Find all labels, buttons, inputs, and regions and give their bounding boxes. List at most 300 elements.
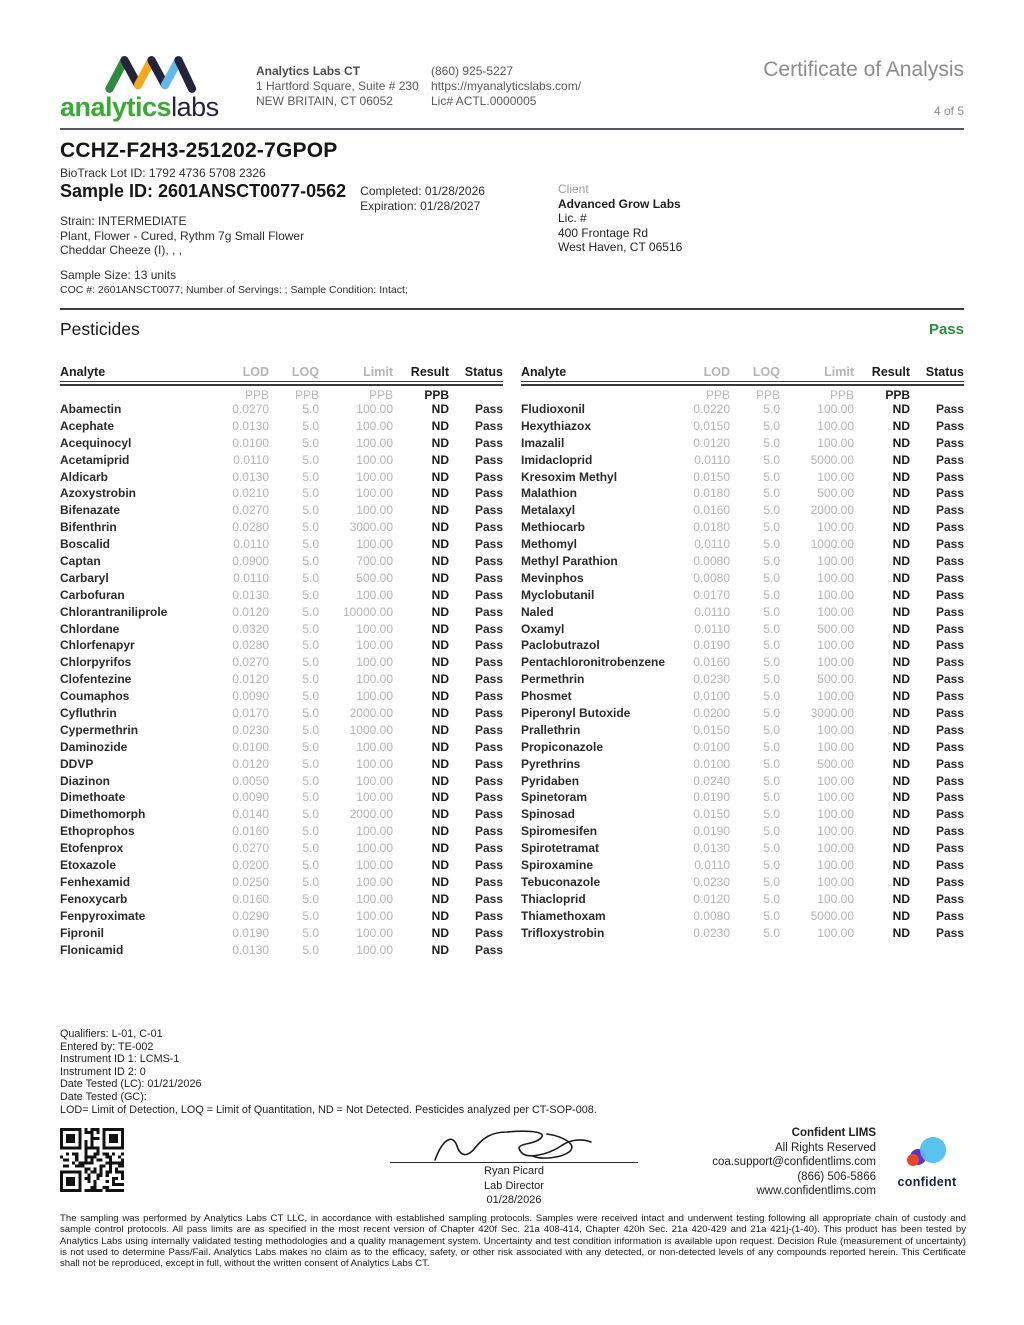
limit-value: 100.00: [356, 418, 393, 433]
lab-license: Lic# ACTL.0000005: [431, 94, 537, 108]
loq-value: 5.0: [302, 469, 319, 484]
status-value: Pass: [474, 570, 503, 585]
loq-value: 5.0: [763, 824, 780, 839]
lod-value: 0.0050: [232, 773, 269, 788]
status-value: Pass: [474, 773, 503, 788]
confident-wordmark: confident: [897, 1175, 957, 1190]
result-value: ND: [431, 554, 449, 569]
analyte-name: Chlordane: [60, 621, 120, 636]
document-title: Certificate of Analysis: [763, 58, 964, 81]
lod-value: 0.0120: [232, 756, 269, 771]
analyte-name: Spiromesifen: [521, 824, 598, 839]
status-value: Pass: [935, 537, 964, 552]
lod-value: 0.0110: [694, 621, 730, 636]
loq-value: 5.0: [302, 402, 319, 416]
lod-value: 0.0160: [232, 891, 269, 906]
status-value: Pass: [474, 790, 503, 805]
status-value: Pass: [474, 402, 503, 416]
client-address-line2: West Haven, CT 06516: [558, 240, 683, 254]
result-value: ND: [431, 537, 449, 552]
table-header-row: [521, 365, 964, 382]
analyte-name: Pyridaben: [521, 773, 580, 788]
table-row: [60, 655, 503, 672]
loq-value: 5.0: [763, 689, 780, 704]
pesticides-section-header: [60, 310, 964, 340]
analyte-name: Aldicarb: [60, 469, 109, 484]
table-row: [60, 757, 503, 774]
status-value: Pass: [474, 638, 503, 653]
loq-value: 5.0: [763, 655, 780, 670]
analyte-name: Abamectin: [60, 402, 122, 416]
analytics-labs-zigzag-icon: [102, 52, 198, 94]
analyte-name: Methyl Parathion: [521, 554, 618, 569]
lod-value: 0.0200: [232, 858, 269, 873]
limit-value: 100.00: [817, 689, 854, 704]
client-block: [558, 182, 682, 255]
sample-id: Sample ID: 2601ANSCT0077-0562: [60, 181, 347, 201]
section-status-badge: Pass: [928, 321, 964, 338]
col-loq: LOQ: [752, 365, 780, 379]
lod-value: 0.0280: [232, 638, 269, 653]
status-value: Pass: [474, 621, 503, 636]
analyte-name: Carbofuran: [60, 587, 125, 602]
batch-title: CCHZ-F2H3-251202-7GPOP: [60, 139, 338, 162]
status-value: Pass: [935, 452, 964, 467]
lab-address-block: [256, 52, 431, 109]
lod-value: 0.0120: [232, 672, 269, 687]
status-value: Pass: [935, 587, 964, 602]
result-value: ND: [892, 402, 910, 416]
result-value: ND: [892, 520, 910, 535]
loq-value: 5.0: [763, 706, 780, 721]
table-row: [60, 486, 503, 503]
lod-value: 0.0180: [693, 520, 730, 535]
lod-value: 0.0100: [693, 739, 730, 754]
lab-website: https://myanalyticslabs.com/: [431, 79, 582, 93]
lod-value: 0.0150: [693, 722, 730, 737]
result-value: ND: [892, 722, 910, 737]
analyte-name: Acequinocyl: [60, 435, 132, 450]
analyte-name: Paclobutrazol: [521, 638, 600, 653]
loq-value: 5.0: [302, 554, 319, 569]
lod-value: 0.0190: [693, 790, 730, 805]
doc-title-block: [763, 52, 964, 118]
analyte-name: Daminozide: [60, 739, 128, 754]
date-tested-lc-line: Date Tested (LC): 01/21/2026: [60, 1078, 202, 1091]
loq-value: 5.0: [302, 621, 319, 636]
status-value: Pass: [935, 722, 964, 737]
limit-value: 100.00: [356, 469, 393, 484]
limit-value: 100.00: [356, 486, 393, 501]
sample-dates: [360, 181, 485, 214]
signature-block: [390, 1126, 638, 1207]
unit-result: PPB: [424, 388, 449, 402]
loq-value: 5.0: [302, 942, 319, 957]
unit-loq: PPB: [755, 388, 780, 402]
col-analyte: Analyte: [60, 365, 106, 379]
loq-value: 5.0: [302, 672, 319, 687]
table-row: [521, 892, 964, 909]
loq-value: 5.0: [302, 891, 319, 906]
lod-value: 0.0250: [232, 874, 269, 889]
result-value: ND: [892, 739, 910, 754]
col-lod: LOD: [703, 365, 730, 379]
product-name: Cheddar Cheeze (I), , ,: [60, 243, 183, 257]
analyte-name: Imidacloprid: [521, 452, 593, 467]
status-value: Pass: [474, 469, 503, 484]
lod-value: 0.0900: [232, 554, 269, 569]
lod-value: 0.0230: [232, 722, 269, 737]
result-value: ND: [431, 655, 449, 670]
analyte-name: Dimethomorph: [60, 807, 146, 822]
loq-value: 5.0: [763, 773, 780, 788]
limit-value: 100.00: [356, 858, 393, 873]
table-row: [521, 554, 964, 571]
result-value: ND: [431, 435, 449, 450]
status-value: Pass: [474, 756, 503, 771]
limit-value: 3000.00: [349, 520, 393, 535]
limit-value: 500.00: [817, 756, 854, 771]
status-value: Pass: [474, 891, 503, 906]
analyte-name: Prallethrin: [521, 722, 581, 737]
status-value: Pass: [474, 874, 503, 889]
lod-value: 0.0130: [693, 841, 730, 856]
status-value: Pass: [935, 520, 964, 535]
analyte-name: Fipronil: [60, 925, 104, 940]
lod-value: 0.0190: [693, 824, 730, 839]
loq-value: 5.0: [763, 739, 780, 754]
status-value: Pass: [474, 739, 503, 754]
limit-value: 700.00: [356, 554, 393, 569]
table-row: [60, 723, 503, 740]
loq-value: 5.0: [302, 841, 319, 856]
signer-name: Ryan Picard: [484, 1165, 544, 1177]
loq-value: 5.0: [763, 520, 780, 535]
limit-value: 100.00: [817, 655, 854, 670]
analyte-name: Flonicamid: [60, 942, 124, 957]
lod-value: 0.0130: [232, 942, 269, 957]
status-value: Pass: [935, 824, 964, 839]
table-row: [60, 672, 503, 689]
loq-value: 5.0: [763, 537, 780, 552]
limit-value: 100.00: [817, 570, 854, 585]
result-value: ND: [431, 621, 449, 636]
status-value: Pass: [935, 925, 964, 940]
col-analyte: Analyte: [521, 365, 567, 379]
loq-value: 5.0: [302, 739, 319, 754]
table-row: [60, 841, 503, 858]
analyte-name: Methomyl: [521, 537, 578, 552]
lod-value: 0.0210: [232, 486, 269, 501]
table-row: [521, 503, 964, 520]
status-value: Pass: [935, 756, 964, 771]
table-row: [60, 503, 503, 520]
limit-value: 10000.00: [342, 604, 393, 619]
results-table-right: [521, 365, 964, 959]
lod-value: 0.0280: [232, 520, 269, 535]
result-value: ND: [431, 807, 449, 822]
analyte-name: Cyfluthrin: [60, 706, 117, 721]
units-row: [521, 388, 964, 402]
loq-value: 5.0: [302, 537, 319, 552]
result-value: ND: [431, 570, 449, 585]
lod-value: 0.0170: [693, 587, 730, 602]
limit-value: 2000.00: [349, 807, 393, 822]
analyte-name: Bifenthrin: [60, 520, 117, 535]
result-value: ND: [892, 469, 910, 484]
loq-value: 5.0: [302, 503, 319, 518]
signature-line: [390, 1162, 638, 1163]
analyte-name: Acetamiprid: [60, 452, 130, 467]
limit-value: 100.00: [817, 891, 854, 906]
limit-value: 1000.00: [349, 722, 393, 737]
date-tested-gc-line: Date Tested (GC):: [60, 1090, 147, 1103]
status-value: Pass: [935, 503, 964, 518]
table-row: [521, 655, 964, 672]
loq-value: 5.0: [763, 908, 780, 923]
table-row: [521, 689, 964, 706]
loq-value: 5.0: [763, 722, 780, 737]
lod-value: 0.0120: [693, 891, 730, 906]
status-value: Pass: [474, 908, 503, 923]
analyte-name: Etofenprox: [60, 841, 124, 856]
status-value: Pass: [935, 604, 964, 619]
loq-value: 5.0: [763, 486, 780, 501]
limit-value: 100.00: [356, 435, 393, 450]
result-value: ND: [431, 739, 449, 754]
limit-value: 5000.00: [810, 452, 854, 467]
lab-address-line1: 1 Hartford Square, Suite # 230: [256, 79, 419, 93]
lod-value: 0.0150: [693, 469, 730, 484]
analyte-name: Fenhexamid: [60, 874, 131, 889]
result-value: ND: [431, 418, 449, 433]
analyte-name: Naled: [521, 604, 554, 619]
lod-value: 0.0180: [693, 486, 730, 501]
limit-value: 100.00: [356, 503, 393, 518]
loq-value: 5.0: [763, 418, 780, 433]
limit-value: 100.00: [356, 452, 393, 467]
table-row: [60, 588, 503, 605]
status-value: Pass: [935, 486, 964, 501]
loq-value: 5.0: [302, 706, 319, 721]
table-row: [521, 622, 964, 639]
analyte-name: DDVP: [60, 756, 94, 771]
lab-contact-block: [431, 52, 621, 109]
limit-value: 100.00: [817, 841, 854, 856]
lod-value: 0.0230: [693, 925, 730, 940]
limit-value: 100.00: [817, 554, 854, 569]
status-value: Pass: [935, 858, 964, 873]
loq-value: 5.0: [302, 435, 319, 450]
limit-value: 100.00: [817, 722, 854, 737]
qualifiers-block: [60, 1028, 964, 1116]
table-row: [60, 605, 503, 622]
table-row: [60, 537, 503, 554]
lims-phone: (866) 506-5866: [797, 1170, 876, 1183]
lab-logo: [60, 52, 240, 120]
table-row: [521, 790, 964, 807]
lab-name: Analytics Labs CT: [256, 64, 361, 78]
table-row: [60, 875, 503, 892]
loq-value: 5.0: [302, 638, 319, 653]
loq-value: 5.0: [763, 891, 780, 906]
wordmark-labs: labs: [171, 92, 219, 122]
loq-value: 5.0: [763, 503, 780, 518]
lod-value: 0.0130: [232, 587, 269, 602]
table-row: [521, 402, 964, 419]
loq-value: 5.0: [763, 790, 780, 805]
table-row: [60, 892, 503, 909]
analyte-name: Pyrethrins: [521, 756, 581, 771]
lims-text-block: [712, 1126, 876, 1199]
limit-value: 5000.00: [810, 908, 854, 923]
limit-value: 100.00: [356, 621, 393, 636]
units-row: [60, 388, 503, 402]
limit-value: 3000.00: [810, 706, 854, 721]
lims-zone: [712, 1126, 964, 1199]
result-value: ND: [892, 554, 910, 569]
table-row: [60, 470, 503, 487]
table-row: [521, 605, 964, 622]
result-value: ND: [892, 435, 910, 450]
analyte-name: Chlorfenapyr: [60, 638, 135, 653]
limit-value: 100.00: [356, 587, 393, 602]
loq-value: 5.0: [302, 722, 319, 737]
analyte-name: Oxamyl: [521, 621, 565, 636]
lab-address-line2: NEW BRITAIN, CT 06052: [256, 94, 393, 108]
loq-value: 5.0: [302, 570, 319, 585]
qualifiers-line: Qualifiers: L-01, C-01: [60, 1028, 163, 1040]
unit-result: PPB: [885, 388, 910, 402]
col-limit: Limit: [363, 365, 393, 379]
analyte-name: Trifloxystrobin: [521, 925, 605, 940]
analyte-name: Propiconazole: [521, 739, 604, 754]
lod-value: 0.0130: [232, 418, 269, 433]
status-value: Pass: [474, 503, 503, 518]
status-value: Pass: [474, 537, 503, 552]
result-value: ND: [431, 638, 449, 653]
limit-value: 100.00: [817, 418, 854, 433]
analyte-name: Chlorantraniliprole: [60, 604, 168, 619]
result-value: ND: [892, 807, 910, 822]
table-row: [60, 554, 503, 571]
table-row: [521, 588, 964, 605]
table-row: [521, 571, 964, 588]
result-value: ND: [431, 722, 449, 737]
limit-value: 100.00: [817, 638, 854, 653]
result-value: ND: [431, 824, 449, 839]
table-row: [521, 858, 964, 875]
analyte-name: Thiacloprid: [521, 891, 586, 906]
header-rule: [60, 384, 503, 386]
loq-value: 5.0: [302, 925, 319, 940]
result-value: ND: [431, 891, 449, 906]
analyte-name: Spiroxamine: [521, 858, 594, 873]
status-value: Pass: [474, 452, 503, 467]
analyte-name: Malathion: [521, 486, 577, 501]
lod-value: 0.0190: [693, 638, 730, 653]
analyte-name: Piperonyl Butoxide: [521, 706, 631, 721]
results-table-left: [60, 365, 503, 959]
loq-value: 5.0: [763, 874, 780, 889]
analyte-name: Spinosad: [521, 807, 576, 822]
analyte-name: Fenpyroximate: [60, 908, 146, 923]
signer-title: Lab Director: [484, 1179, 544, 1192]
lod-value: 0.0080: [693, 570, 730, 585]
limit-value: 100.00: [817, 587, 854, 602]
status-value: Pass: [935, 841, 964, 856]
loq-value: 5.0: [763, 402, 780, 416]
limit-value: 100.00: [817, 790, 854, 805]
matrix: Plant, Flower - Cured, Rythm 7g Small Flower: [60, 228, 305, 243]
status-value: Pass: [935, 554, 964, 569]
status-value: Pass: [474, 672, 503, 687]
table-row: [521, 706, 964, 723]
status-value: Pass: [474, 706, 503, 721]
status-value: Pass: [474, 807, 503, 822]
result-value: ND: [892, 841, 910, 856]
limit-value: 100.00: [356, 925, 393, 940]
analyte-name: Hexythiazox: [521, 418, 592, 433]
status-value: Pass: [474, 604, 503, 619]
status-value: Pass: [474, 418, 503, 433]
result-value: ND: [892, 689, 910, 704]
analyte-name: Metalaxyl: [521, 503, 576, 518]
limit-value: 100.00: [356, 942, 393, 957]
loq-value: 5.0: [302, 773, 319, 788]
lod-value: 0.0160: [693, 655, 730, 670]
lims-email: coa.support@confidentlims.com: [712, 1156, 876, 1168]
table-row: [521, 824, 964, 841]
limit-value: 100.00: [356, 739, 393, 754]
status-value: Pass: [935, 672, 964, 687]
status-value: Pass: [474, 689, 503, 704]
table-row: [521, 757, 964, 774]
loq-value: 5.0: [763, 554, 780, 569]
limit-value: 100.00: [356, 841, 393, 856]
instrument1-line: Instrument ID 1: LCMS-1: [60, 1053, 180, 1066]
status-value: Pass: [935, 570, 964, 585]
legend-line: LOD= Limit of Detection, LOQ = Limit of Quantitation, ND = Not Detected. Pesticides analyzed per CT-SOP-008.: [60, 1103, 597, 1116]
lod-value: 0.0270: [232, 841, 269, 856]
analyte-name: Permethrin: [521, 672, 585, 687]
analyte-name: Azoxystrobin: [60, 486, 137, 501]
loq-value: 5.0: [763, 858, 780, 873]
result-value: ND: [431, 402, 449, 416]
limit-value: 100.00: [817, 824, 854, 839]
status-value: Pass: [474, 841, 503, 856]
result-value: ND: [892, 655, 910, 670]
status-value: Pass: [935, 790, 964, 805]
lod-value: 0.0320: [232, 621, 269, 636]
result-value: ND: [431, 773, 449, 788]
table-row: [521, 740, 964, 757]
limit-value: 100.00: [356, 891, 393, 906]
loq-value: 5.0: [763, 452, 780, 467]
loq-value: 5.0: [302, 908, 319, 923]
status-value: Pass: [935, 621, 964, 636]
limit-value: 100.00: [356, 824, 393, 839]
section-title: Pesticides: [60, 319, 140, 339]
lims-rights: All Rights Reserved: [775, 1141, 876, 1154]
status-value: Pass: [935, 807, 964, 822]
result-value: ND: [892, 925, 910, 940]
unit-limit: PPB: [368, 388, 393, 402]
table-row: [60, 689, 503, 706]
lod-value: 0.0200: [693, 706, 730, 721]
result-value: ND: [431, 756, 449, 771]
table-row: [60, 824, 503, 841]
